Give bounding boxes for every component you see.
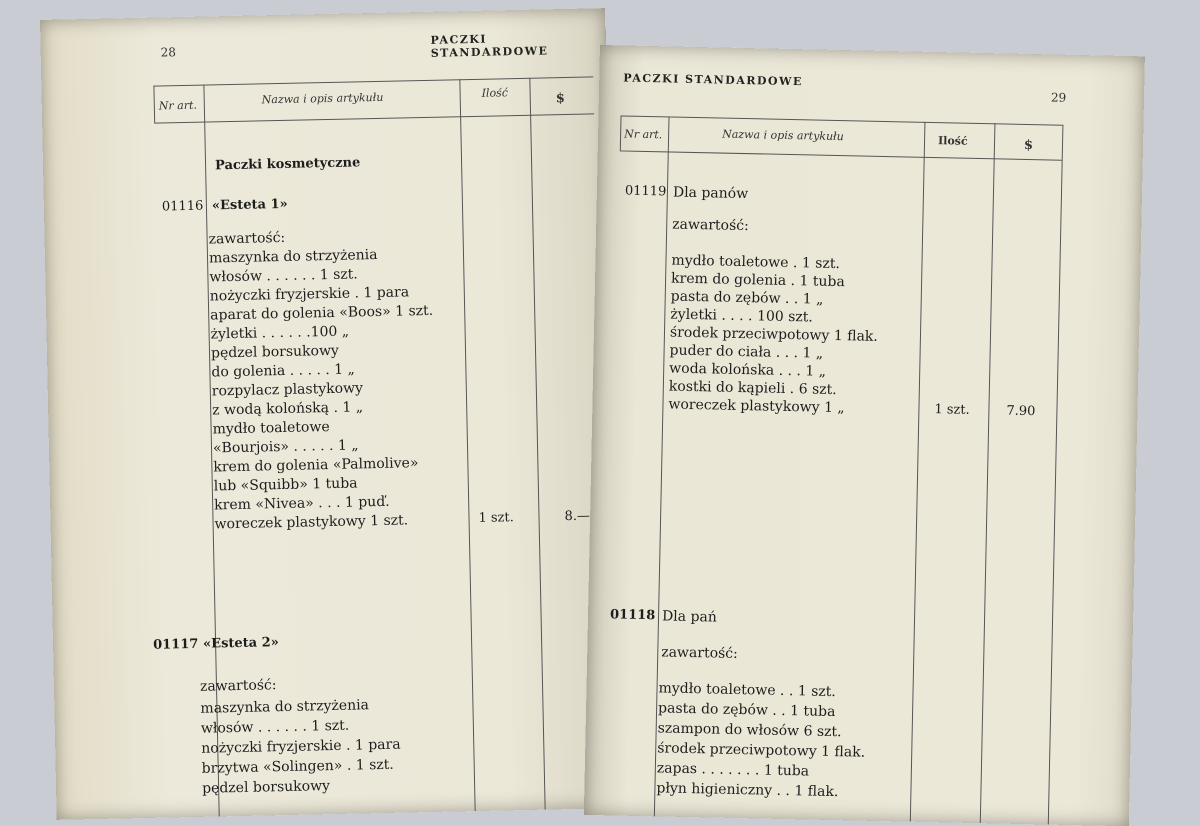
contents-line: mydło toaletowe — [212, 419, 330, 438]
contents-label: zawartość: — [672, 216, 749, 235]
contents-line: pasta do zębów . . 1 „ — [670, 288, 824, 308]
contents-label: zawartość: — [661, 644, 738, 663]
contents-line: maszynka do strzyżenia — [208, 246, 378, 267]
column-rule — [459, 79, 475, 819]
article-number: 01116 — [161, 198, 204, 215]
contents-line: maszynka do strzyżenia — [200, 697, 370, 717]
column-header-number: Nr art. — [158, 98, 198, 113]
contents-line: żyletki . . . . . .100 „ — [210, 323, 350, 343]
contents-line: woreczek plastykowy 1 szt. — [214, 512, 409, 533]
column-header-price: $ — [1023, 137, 1034, 154]
running-head: PACZKI STANDARDOWE — [430, 32, 549, 60]
quantity-cell: 1 szt. — [478, 510, 514, 526]
contents-label: zawartość: — [208, 229, 286, 248]
column-rule — [1048, 125, 1064, 825]
contents-line: środek przeciwpotowy 1 flak. — [657, 740, 866, 761]
article-number: 01119 — [624, 183, 667, 200]
article-name: Dla pań — [661, 608, 718, 626]
column-header-quantity: Ilość — [937, 134, 968, 148]
page-number: 28 — [160, 45, 177, 60]
contents-line: włosów . . . . . . 1 szt. — [200, 717, 350, 737]
contents-line: brzytwa «Solingen» . 1 szt. — [201, 756, 394, 777]
contents-line: włosów . . . . . . 1 szt. — [209, 266, 358, 286]
contents-line: «Bourjois» . . . . . 1 „ — [212, 437, 359, 457]
column-rule — [153, 86, 155, 123]
header-bottom-rule — [620, 150, 1062, 160]
article-name: Dla panów — [672, 184, 749, 203]
contents-line: szampon do włosów 6 szt. — [657, 720, 842, 741]
article-name: «Esteta 2» — [202, 635, 280, 652]
price-cell: 8.— — [564, 508, 591, 525]
contents-line: nożyczki fryzjerskie . 1 para — [209, 284, 410, 305]
contents-line: krem do golenia . 1 tuba — [670, 270, 845, 291]
column-rule — [620, 115, 622, 150]
contents-line: puder do ciała . . . 1 „ — [669, 342, 824, 362]
contents-line: zapas . . . . . . . 1 tuba — [656, 760, 810, 780]
header-bottom-rule — [154, 113, 594, 123]
article-number: 01117 — [152, 636, 199, 653]
running-head: PACZKI STANDARDOWE — [623, 71, 803, 89]
contents-line: pędzel borsukowy — [210, 342, 340, 362]
contents-line: mydło toaletowe . 1 szt. — [671, 252, 841, 273]
contents-line: z wodą kolońską . 1 „ — [212, 399, 364, 419]
contents-label: zawartość: — [199, 677, 277, 695]
contents-line: woreczek plastykowy 1 „ — [668, 396, 845, 417]
contents-line: lub «Squibb» 1 tuba — [213, 475, 358, 495]
page-number: 29 — [1050, 90, 1067, 105]
column-header-price: $ — [555, 91, 565, 107]
section-title: Paczki kosmetyczne — [214, 155, 361, 174]
column-rule — [910, 122, 926, 822]
contents-line: rozpylacz plastykowy — [211, 380, 364, 400]
column-header-name: Nazwa i opis artykułu — [722, 127, 844, 144]
contents-line: pędzel borsukowy — [201, 778, 331, 797]
contents-line: do golenia . . . . . 1 „ — [211, 361, 355, 381]
article-number: 01118 — [609, 607, 656, 624]
contents-line: pasta do zębów . . 1 tuba — [657, 700, 836, 721]
right-page — [584, 45, 1145, 826]
table-top-rule — [621, 115, 1063, 125]
column-header-number: Nr art. — [624, 127, 663, 142]
contents-line: woda kolońska . . . 1 „ — [669, 360, 827, 380]
contents-line: aparat do golenia «Boos» 1 szt. — [210, 302, 434, 324]
contents-line: krem «Nivea» . . . 1 puď. — [214, 493, 390, 514]
price-cell: 7.90 — [1006, 403, 1036, 420]
contents-line: kostki do kąpieli . 6 szt. — [668, 378, 837, 399]
left-page — [40, 8, 622, 820]
column-header-quantity: Ilość — [481, 86, 509, 100]
contents-line: żyletki . . . . 100 szt. — [670, 306, 814, 326]
column-rule — [980, 123, 996, 823]
quantity-cell: 1 szt. — [934, 402, 970, 418]
contents-line: płyn higieniczny . . 1 flak. — [656, 780, 839, 801]
column-rule — [529, 78, 545, 818]
contents-line: mydło toaletowe . . 1 szt. — [658, 680, 836, 701]
contents-line: krem do golenia «Palmolive» — [213, 455, 419, 476]
contents-line: nożyczki fryzjerskie . 1 para — [201, 736, 401, 757]
table-top-rule — [153, 76, 593, 86]
contents-line: środek przeciwpotowy 1 flak. — [669, 324, 878, 345]
column-header-name: Nazwa i opis artykułu — [261, 90, 384, 107]
article-name: «Esteta 1» — [211, 196, 288, 214]
